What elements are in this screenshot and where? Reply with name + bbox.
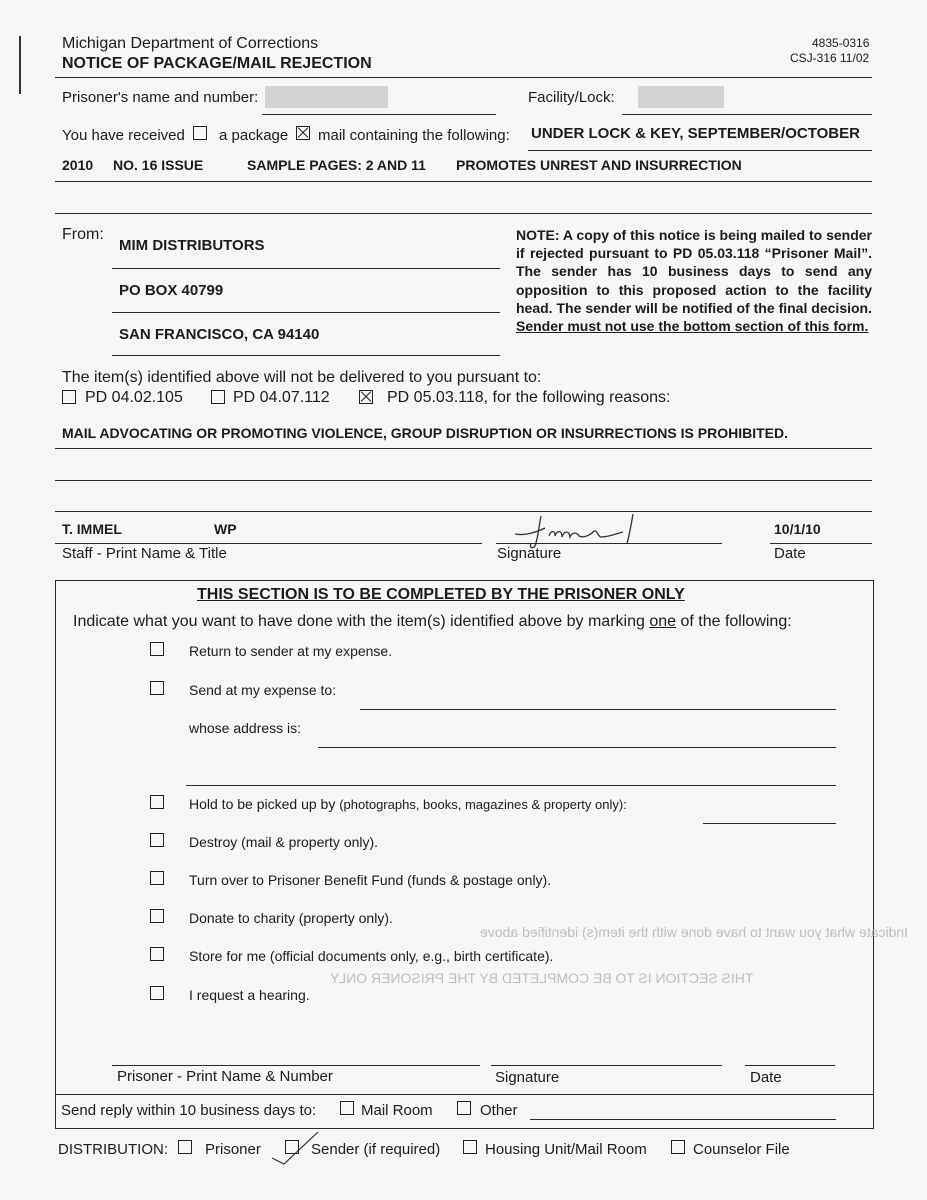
staff-signature-line	[496, 543, 722, 544]
received-prefix: You have received	[62, 127, 185, 144]
reason-line-2	[55, 480, 872, 481]
dist-prisoner-checkbox[interactable]	[178, 1140, 192, 1154]
staff-name: T. IMMEL	[62, 521, 122, 537]
facility-line	[622, 114, 872, 115]
from-line-1: MIM DISTRIBUTORS	[119, 237, 265, 254]
dist-counselor-checkbox[interactable]	[671, 1140, 685, 1154]
return-label: Return to sender at my expense.	[189, 643, 393, 659]
prisoner-signature-label: Signature	[495, 1069, 560, 1086]
mailroom-checkbox[interactable]	[340, 1101, 354, 1115]
staff-date-label: Date	[774, 545, 806, 562]
pd-04-02-105-label: PD 04.02.105	[85, 389, 183, 406]
staff-title: WP	[214, 521, 237, 537]
staff-signature-label: Signature	[497, 545, 562, 562]
prisoner-name-line[interactable]	[112, 1065, 480, 1066]
prisoner-section-heading: THIS SECTION IS TO BE COMPLETED BY THE PRISONER ONLY	[197, 586, 685, 603]
destroy-label: Destroy (mail & property only).	[189, 834, 379, 850]
redacted-facility	[638, 86, 724, 108]
distribution-label: DISTRIBUTION:	[58, 1141, 169, 1158]
store-label: Store for me (official documents only, e.g., birth certificate).	[189, 948, 554, 964]
prisoner-name-label: Prisoner's name and number:	[62, 89, 259, 106]
staff-name-line	[55, 543, 482, 544]
instruction-pre: Indicate what you want to have done with the item(s) identified above by marking	[73, 613, 645, 630]
from-rule-2	[112, 312, 500, 313]
mail-label: mail containing the following:	[318, 127, 510, 144]
description-pages: SAMPLE PAGES: 2 AND 11	[247, 157, 426, 173]
dist-prisoner-label: Prisoner	[205, 1141, 261, 1158]
hold-line[interactable]	[703, 823, 836, 824]
description-issue: NO. 16 ISSUE	[113, 157, 204, 173]
send-checkbox[interactable]	[150, 681, 164, 695]
destroy-checkbox[interactable]	[150, 833, 164, 847]
redacted-prisoner-name	[265, 86, 388, 108]
prisoner-section-box	[55, 580, 874, 1129]
dist-sender-label: Sender (if required)	[311, 1141, 441, 1158]
hold-label	[189, 796, 627, 812]
description-line-3	[55, 213, 872, 214]
staff-date: 10/1/10	[774, 521, 821, 537]
other-line[interactable]	[530, 1119, 836, 1120]
form-title: NOTICE OF PACKAGE/MAIL REJECTION	[62, 55, 372, 72]
from-rule-1	[112, 268, 500, 269]
description-year: 2010	[62, 157, 94, 173]
from-rule-3	[112, 355, 500, 356]
donate-checkbox[interactable]	[150, 909, 164, 923]
note-text: NOTE: A copy of this notice is being mailed to sender if rejected pursuant to PD 05.03.118 “Prisoner Mail”. The sender has 10 business days to send any opposition to this proposed action to the facility head. The sender will be notified of the final decision.	[516, 227, 873, 316]
pd-04-07-112-checkbox[interactable]	[211, 390, 225, 404]
description-line-1	[528, 150, 872, 151]
hearing-label: I request a hearing.	[189, 987, 310, 1003]
pd-04-07-112-label: PD 04.07.112	[233, 389, 330, 406]
staff-name-label: Staff - Print Name & Title	[62, 545, 227, 562]
prisoner-name-line	[262, 114, 496, 115]
description-reason: PROMOTES UNREST AND INSURRECTION	[456, 157, 742, 173]
prisoner-print-label: Prisoner - Print Name & Number	[117, 1068, 333, 1085]
instruction-one: one	[649, 613, 677, 630]
send-line[interactable]	[360, 709, 836, 710]
hold-checkbox[interactable]	[150, 795, 164, 809]
turnover-checkbox[interactable]	[150, 871, 164, 885]
from-line-3: SAN FRANCISCO, CA 94140	[119, 326, 320, 343]
from-line-2: PO BOX 40799	[119, 282, 224, 299]
note-underlined: Sender must not use the bottom section of this form.	[516, 318, 869, 335]
send-label: Send at my expense to:	[189, 682, 337, 698]
mailroom-label: Mail Room	[361, 1102, 433, 1119]
other-checkbox[interactable]	[457, 1101, 471, 1115]
hold-note: (photographs, books, magazines & property only):	[339, 797, 627, 812]
hold-main: Hold to be picked up by	[189, 796, 336, 812]
staff-date-line	[770, 543, 872, 544]
pd-04-02-105-checkbox[interactable]	[62, 390, 76, 404]
prisoner-date-label: Date	[750, 1069, 782, 1086]
bleed-through-line-2: THIS SECTION IS TO BE COMPLETED BY THE PRISONER ONLY	[330, 970, 754, 986]
form-number: 4835-0316	[812, 36, 870, 50]
mail-description-1: UNDER LOCK & KEY, SEPTEMBER/OCTOBER	[531, 125, 860, 142]
pd-05-03-118-label: PD 05.03.118, for the following reasons:	[387, 389, 671, 406]
hearing-checkbox[interactable]	[150, 986, 164, 1000]
donate-label: Donate to charity (property only).	[189, 910, 393, 926]
facility-label: Facility/Lock:	[528, 89, 615, 106]
turnover-label: Turn over to Prisoner Benefit Fund (funds & postage only).	[189, 872, 552, 888]
address-label: whose address is:	[189, 720, 302, 736]
reply-divider	[55, 1094, 874, 1095]
return-checkbox[interactable]	[150, 642, 164, 656]
form-code: CSJ-316 11/02	[790, 51, 870, 65]
pd-05-03-118-checkbox[interactable]	[359, 390, 373, 404]
department-name: Michigan Department of Corrections	[62, 35, 319, 52]
address-line-1[interactable]	[318, 747, 836, 748]
bleed-through-line-1: Indicate what you want to have done with the item(s) identified above	[480, 924, 909, 940]
package-checkbox[interactable]	[193, 126, 207, 140]
header-rule	[55, 77, 872, 78]
address-line-2[interactable]	[186, 785, 836, 786]
prisoner-date-line[interactable]	[745, 1065, 835, 1066]
store-checkbox[interactable]	[150, 947, 164, 961]
dist-counselor-label: Counselor File	[693, 1141, 790, 1158]
prisoner-section-instruction	[73, 613, 792, 631]
prisoner-signature-line[interactable]	[491, 1065, 722, 1066]
sender-note	[516, 226, 872, 335]
from-label: From:	[62, 226, 104, 243]
description-line-2	[55, 181, 872, 182]
reply-label: Send reply within 10 business days to:	[61, 1102, 317, 1119]
reason-line-3	[55, 511, 872, 512]
other-label: Other	[480, 1102, 518, 1119]
instruction-post: of the following:	[680, 613, 792, 630]
mail-checkbox[interactable]	[296, 126, 310, 140]
dist-housing-checkbox[interactable]	[463, 1140, 477, 1154]
margin-mark	[19, 36, 21, 94]
dist-housing-label: Housing Unit/Mail Room	[485, 1141, 647, 1158]
reason-line-1	[55, 448, 872, 449]
rejection-reason: MAIL ADVOCATING OR PROMOTING VIOLENCE, GROUP DISRUPTION OR INSURRECTIONS IS PROHIBITED.	[62, 425, 788, 441]
pursuant-intro: The item(s) identified above will not be delivered to you pursuant to:	[62, 369, 542, 386]
package-label: a package	[219, 127, 289, 144]
